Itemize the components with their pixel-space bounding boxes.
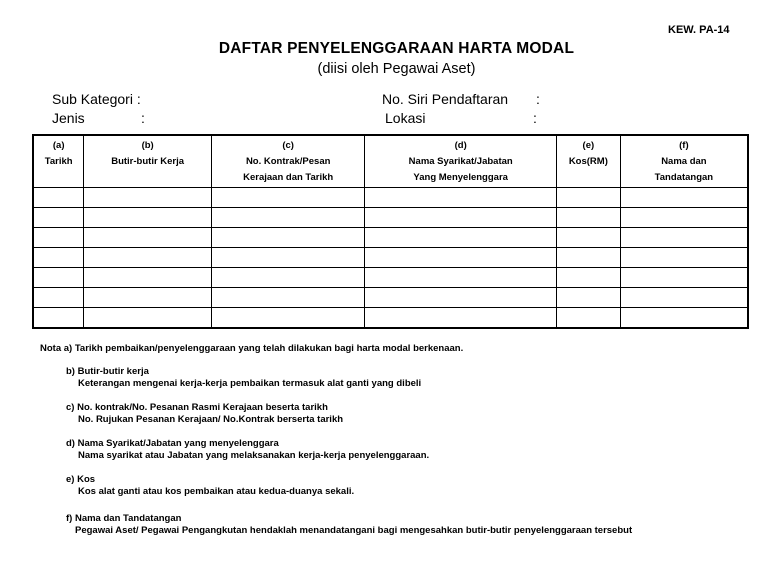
table-cell[interactable]: [365, 248, 556, 268]
note-c: [66, 402, 343, 426]
table-cell[interactable]: [365, 268, 556, 288]
table-cell[interactable]: [211, 248, 365, 268]
table-cell[interactable]: [620, 228, 748, 248]
page-title: DAFTAR PENYELENGGARAAN HARTA MODAL: [218, 40, 575, 57]
note-f: [66, 513, 632, 537]
column-title: Kos(RM): [568, 156, 608, 167]
table-cell[interactable]: [84, 308, 212, 329]
table-cell[interactable]: [84, 208, 212, 228]
table-cell[interactable]: [211, 228, 365, 248]
column-title: Yang Menyelenggara: [413, 172, 508, 183]
jenis-label: Jenis: [52, 110, 85, 126]
column-letter: (e): [582, 140, 595, 151]
table-cell[interactable]: [211, 268, 365, 288]
page-subtitle: (diisi oleh Pegawai Aset): [317, 61, 476, 77]
form-code: KEW. PA-14: [668, 24, 730, 36]
table-cell[interactable]: [620, 188, 748, 208]
table-cell[interactable]: [365, 228, 556, 248]
column-title: Kerajaan dan Tarikh: [243, 172, 334, 183]
note-line: Pegawai Aset/ Pegawai Pengangkutan hendaklah menandatangani bagi mengesahkan butir-butir penyelenggaraan tersebut: [75, 525, 633, 536]
column-header-kos: [556, 135, 620, 188]
column-title: Tarikh: [44, 156, 73, 167]
table-cell[interactable]: [33, 228, 84, 248]
column-header-nama-syarikat: [365, 135, 556, 188]
table-cell[interactable]: [84, 288, 212, 308]
column-letter: (a): [52, 140, 65, 151]
table-cell[interactable]: [620, 308, 748, 329]
table-cell[interactable]: [211, 308, 365, 329]
table-cell[interactable]: [84, 188, 212, 208]
table-cell[interactable]: [84, 248, 212, 268]
no-siri-colon: :: [536, 91, 540, 107]
table-cell[interactable]: [556, 208, 620, 228]
table-cell[interactable]: [33, 308, 84, 329]
note-line: Nama syarikat atau Jabatan yang melaksanakan kerja-kerja penyelenggaraan.: [78, 450, 430, 461]
note-heading: d) Nama Syarikat/Jabatan yang menyelenggara: [66, 438, 279, 449]
lokasi-label: Lokasi: [385, 110, 426, 126]
note-a: [40, 343, 463, 355]
table-cell[interactable]: [33, 268, 84, 288]
table-row: [33, 248, 748, 268]
table-header-row: [33, 135, 748, 188]
table-cell[interactable]: [33, 188, 84, 208]
table-cell[interactable]: [33, 248, 84, 268]
note-b: [66, 366, 421, 390]
table-row: [33, 288, 748, 308]
table-cell[interactable]: [365, 308, 556, 329]
table-cell[interactable]: [365, 288, 556, 308]
table-cell[interactable]: [556, 248, 620, 268]
table-cell[interactable]: [211, 288, 365, 308]
note-line: Nota a) Tarikh pembaikan/penyelenggaraan yang telah dilakukan bagi harta modal berkenaan.: [40, 343, 464, 354]
table-cell[interactable]: [620, 208, 748, 228]
column-header-tandatangan: [620, 135, 748, 188]
jenis-colon: :: [141, 110, 145, 126]
column-title: Butir-butir Kerja: [111, 156, 185, 167]
table-cell[interactable]: [211, 188, 365, 208]
table-row: [33, 208, 748, 228]
table-cell[interactable]: [620, 288, 748, 308]
table-row: [33, 228, 748, 248]
table-cell[interactable]: [556, 228, 620, 248]
note-line: Kos alat ganti atau kos pembaikan atau kedua-duanya sekali.: [78, 486, 355, 497]
note-heading: f) Nama dan Tandatangan: [66, 513, 182, 524]
table-cell[interactable]: [620, 248, 748, 268]
table-cell[interactable]: [556, 188, 620, 208]
note-line: No. Rujukan Pesanan Kerajaan/ No.Kontrak berserta tarikh: [78, 414, 344, 425]
table-cell[interactable]: [33, 208, 84, 228]
column-title: Tandatangan: [654, 172, 714, 183]
table-cell[interactable]: [211, 208, 365, 228]
column-title: No. Kontrak/Pesan: [245, 156, 331, 167]
table-cell[interactable]: [620, 268, 748, 288]
note-e: [66, 474, 354, 498]
lokasi-colon: :: [533, 110, 537, 126]
table-cell[interactable]: [365, 188, 556, 208]
table-cell[interactable]: [556, 308, 620, 329]
column-title: Nama dan: [661, 156, 707, 167]
column-letter: (f): [679, 140, 689, 151]
table-row: [33, 268, 748, 288]
column-title: Nama Syarikat/Jabatan: [408, 156, 513, 167]
no-siri-label: No. Siri Pendaftaran: [382, 91, 509, 107]
table-row: [33, 308, 748, 329]
column-letter: (b): [141, 140, 154, 151]
sub-kategori-label: Sub Kategori :: [52, 91, 141, 107]
note-d: [66, 438, 429, 462]
table-cell[interactable]: [556, 268, 620, 288]
note-line: Keterangan mengenai kerja-kerja pembaikan termasuk alat ganti yang dibeli: [78, 378, 422, 389]
note-heading: c) No. kontrak/No. Pesanan Rasmi Kerajaan beserta tarikh: [66, 402, 328, 413]
maintenance-register-table: [32, 134, 749, 329]
column-header-no-kontrak: [211, 135, 365, 188]
column-header-tarikh: [33, 135, 84, 188]
column-letter: (c): [282, 140, 294, 151]
note-heading: e) Kos: [66, 474, 96, 485]
table-cell[interactable]: [556, 288, 620, 308]
table-cell[interactable]: [33, 288, 84, 308]
table-cell[interactable]: [84, 228, 212, 248]
table-cell[interactable]: [84, 268, 212, 288]
column-letter: (d): [454, 140, 467, 151]
table-row: [33, 188, 748, 208]
note-heading: b) Butir-butir kerja: [66, 366, 149, 377]
column-header-butir-kerja: [84, 135, 212, 188]
table-cell[interactable]: [365, 208, 556, 228]
